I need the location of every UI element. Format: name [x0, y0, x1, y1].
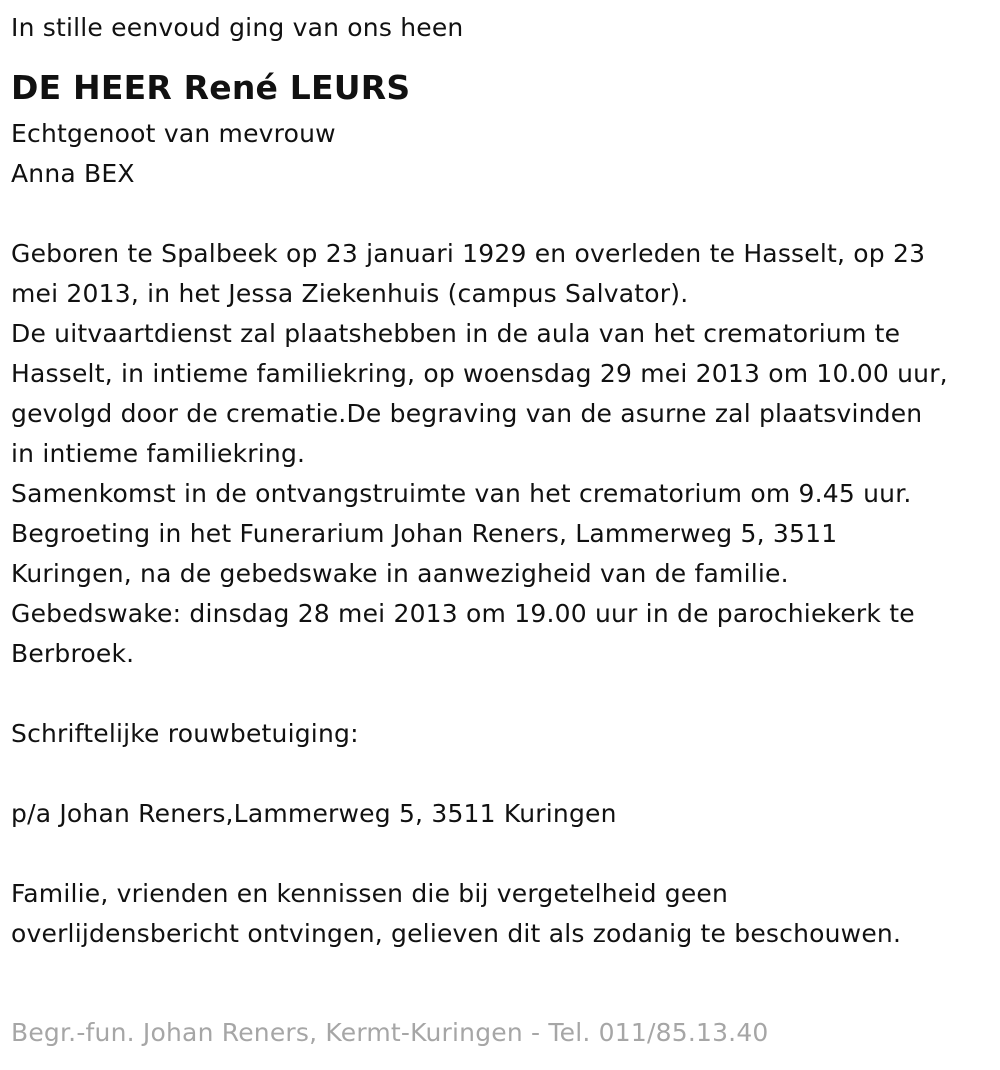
- deceased-name: DE HEER René LEURS: [11, 68, 411, 107]
- details-line: Samenkomst in de ontvangstruimte van het crematorium om 9.45 uur.: [11, 479, 912, 508]
- notice-line: overlijdensbericht ontvingen, gelieven dit als zodanig te beschouwen.: [11, 919, 902, 948]
- intro-line: In stille eenvoud ging van ons heen: [11, 13, 464, 42]
- details-line: gevolgd door de crematie.De begraving van de asurne zal plaatsvinden: [11, 399, 923, 428]
- details-line: mei 2013, in het Jessa Ziekenhuis (campus Salvator).: [11, 279, 689, 308]
- condolence-address: p/a Johan Reners,Lammerweg 5, 3511 Kuringen: [11, 799, 617, 828]
- funeral-home-footer: Begr.-fun. Johan Reners, Kermt-Kuringen - Tel. 011/85.13.40: [11, 1018, 769, 1047]
- details-line: Kuringen, na de gebedswake in aanwezigheid van de familie.: [11, 559, 789, 588]
- notice-line: Familie, vrienden en kennissen die bij vergetelheid geen: [11, 879, 729, 908]
- details-line: De uitvaartdienst zal plaatshebben in de aula van het crematorium te: [11, 319, 901, 348]
- details-line: in intieme familiekring.: [11, 439, 306, 468]
- spouse-block: [11, 114, 989, 194]
- spouse-name: Anna BEX: [11, 159, 135, 188]
- details-line: Berbroek.: [11, 639, 135, 668]
- details-line: Begroeting in het Funerarium Johan Reners, Lammerweg 5, 3511: [11, 519, 838, 548]
- spacer: [11, 674, 989, 714]
- details-line: Geboren te Spalbeek op 23 januari 1929 en overleden te Hasselt, op 23: [11, 239, 926, 268]
- spacer: [11, 754, 989, 794]
- details-block: [11, 234, 989, 674]
- spouse-line: Echtgenoot van mevrouw: [11, 119, 336, 148]
- spacer: [11, 834, 989, 874]
- details-line: Hasselt, in intieme familiekring, op woensdag 29 mei 2013 om 10.00 uur,: [11, 359, 948, 388]
- details-line: Gebedswake: dinsdag 28 mei 2013 om 19.00 uur in de parochiekerk te: [11, 599, 915, 628]
- notice-block: [11, 874, 989, 954]
- condolence-label: Schriftelijke rouwbetuiging:: [11, 719, 359, 748]
- spacer: [11, 194, 989, 234]
